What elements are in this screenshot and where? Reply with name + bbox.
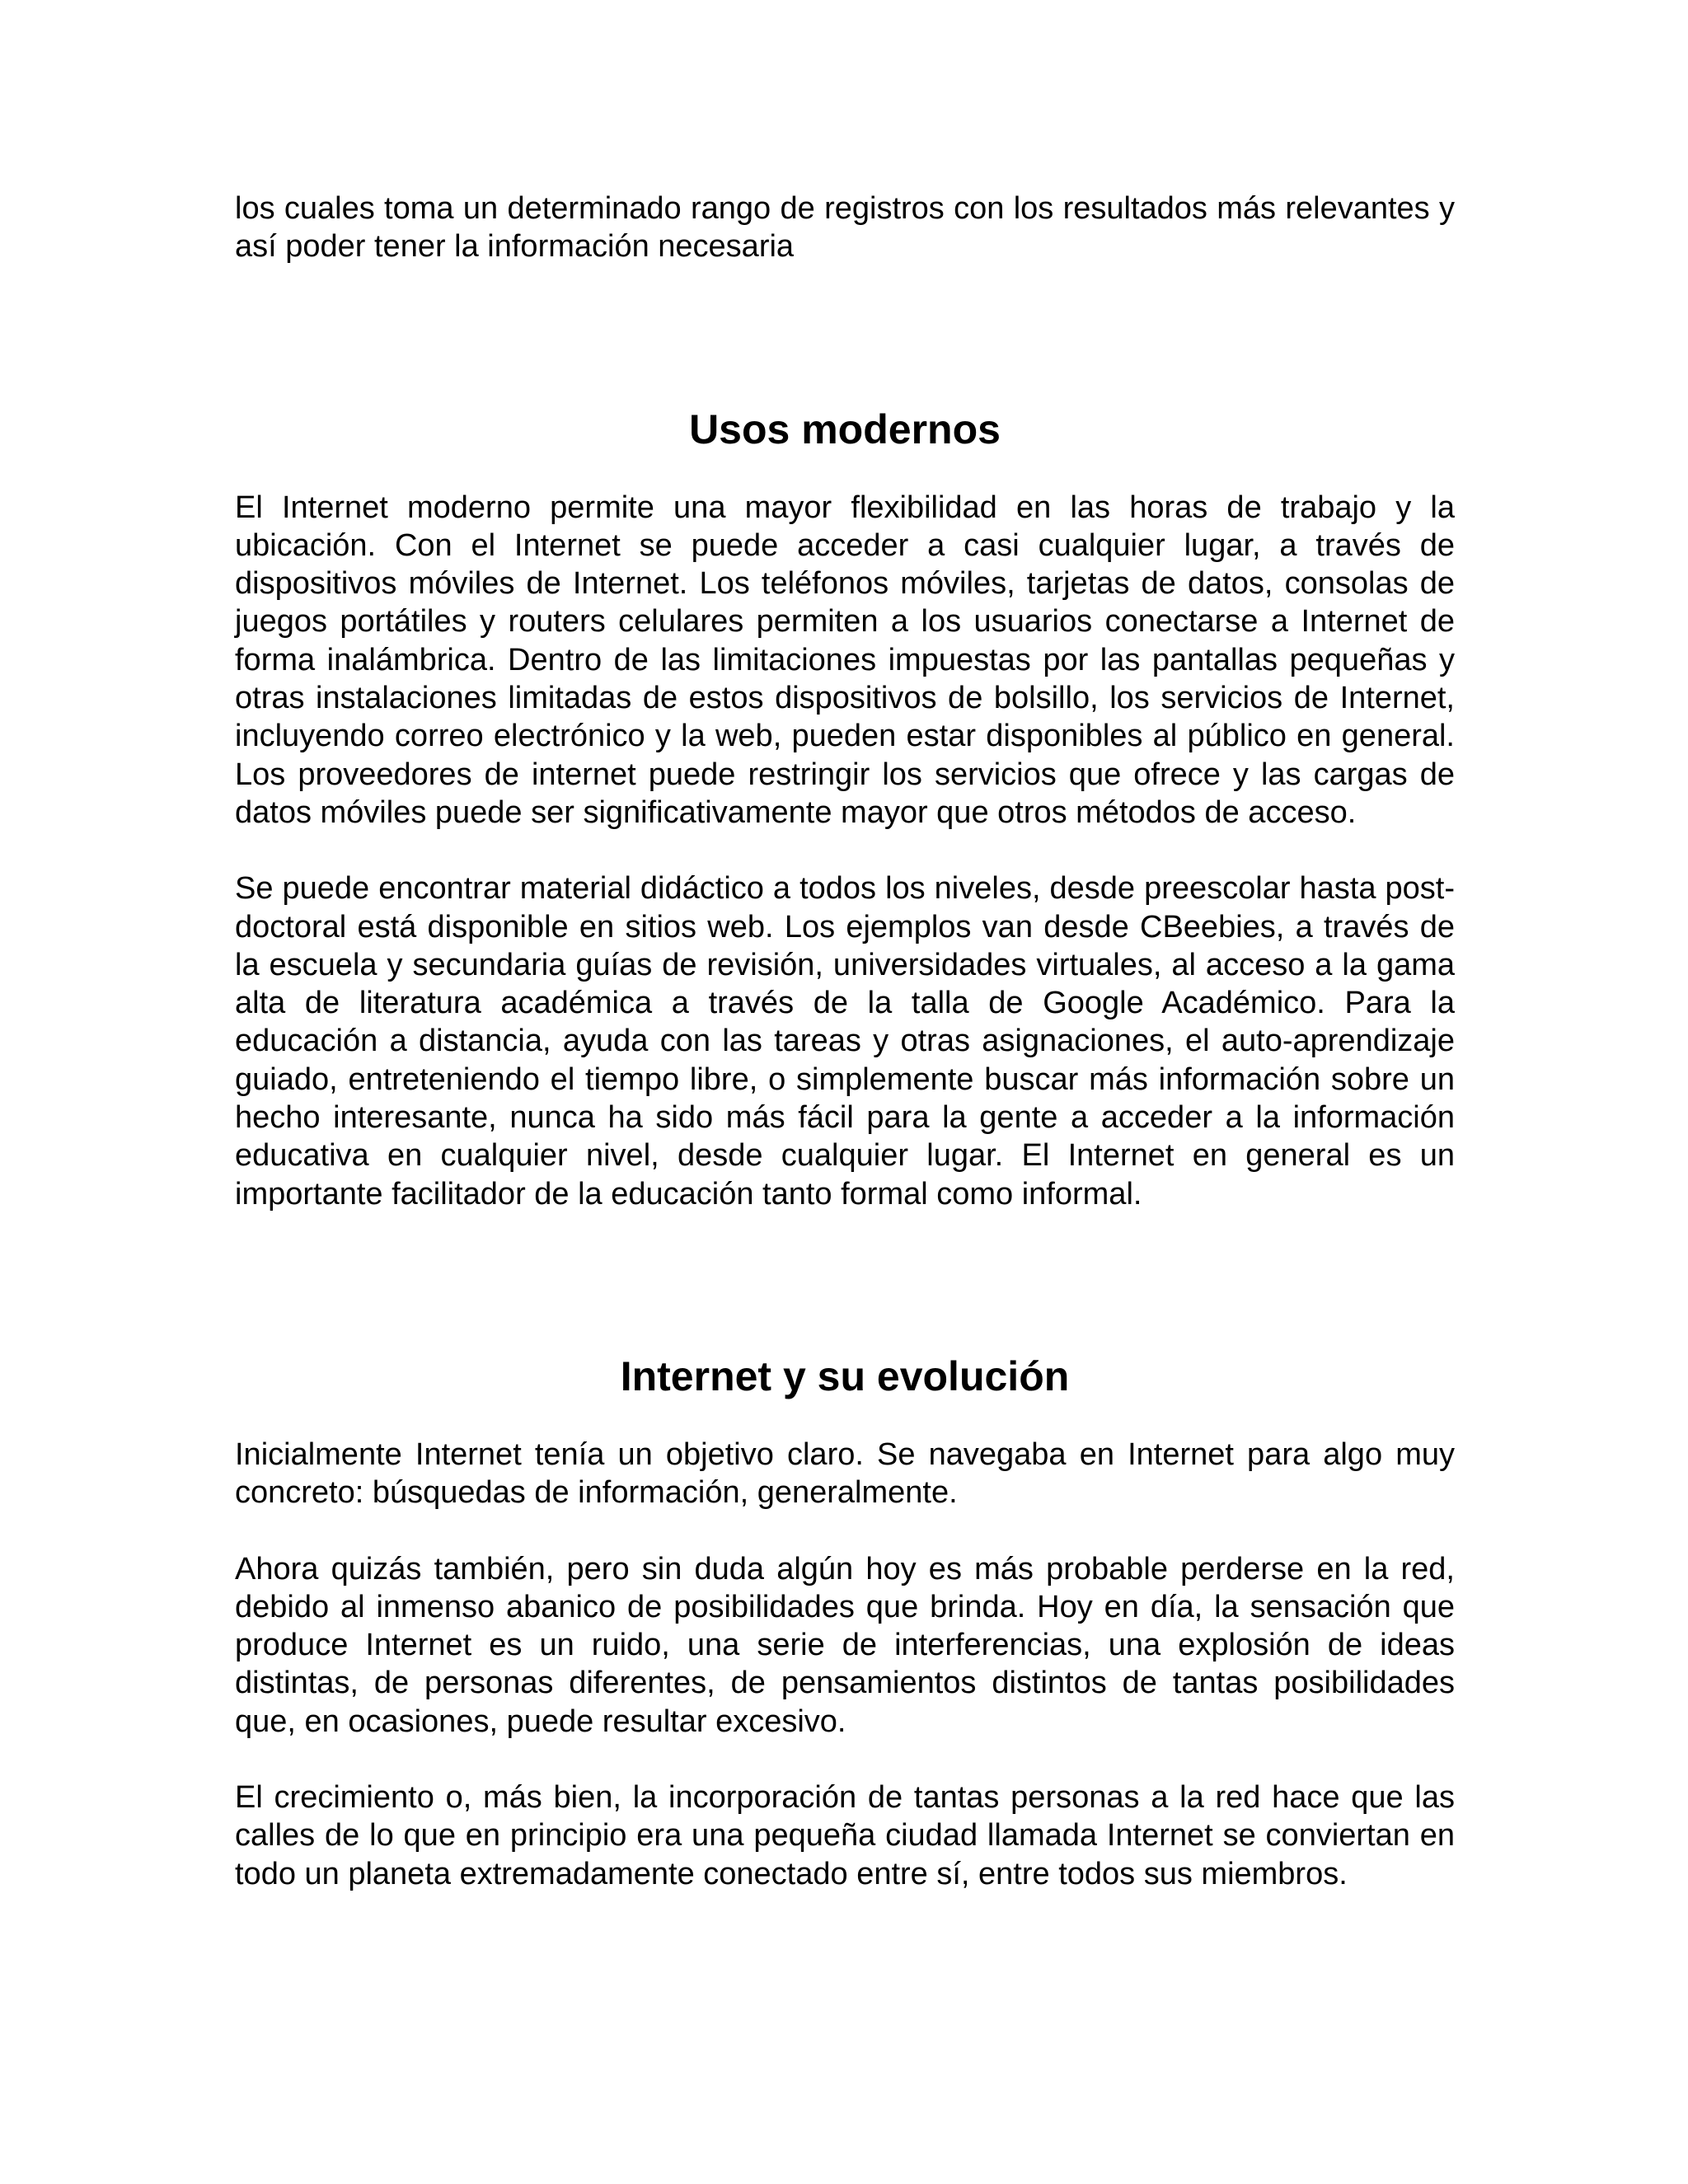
paragraph-internet-evolucion-2: Ahora quizás también, pero sin duda algún hoy es más probable perderse en la red, debido al inmenso abanico de posibilidades que brinda. Hoy en día, la sensación que produce Internet es un ruido, una serie de interferencias, una explosión de ideas distintas, de personas diferentes, de pensamientos distintos de tantas posibilidades que, en ocasiones, puede resultar excesivo. — [235, 1551, 1455, 1739]
paragraph-usos-modernos-2: Se puede encontrar material didáctico a todos los niveles, desde preescolar hasta post-doctoral está disponible en sitios web. Los ejemplos van desde CBeebies, a través de la escuela y secundaria guías de revisión, universidades virtuales, al acceso a la gama alta de literatura académica a través de la talla de Google Académico. Para la educación a distancia, ayuda con las tareas y otras asignaciones, el auto-aprendizaje guiado, entreteniendo el tiempo libre, o simplemente buscar más información sobre un hecho interesante, nunca ha sido más fácil para la gente a acceder a la información educativa en cualquier nivel, desde cualquier lugar. El Internet en general es un importante facilitador de la educación tanto formal como informal. — [235, 871, 1455, 1212]
paragraph-internet-evolucion-1: Inicialmente Internet tenía un objetivo claro. Se navegaba en Internet para algo muy concreto: búsquedas de información, generalmente. — [235, 1436, 1455, 1511]
paragraph-usos-modernos-1: El Internet moderno permite una mayor flexibilidad en las horas de trabajo y la ubicación. Con el Internet se puede acceder a casi cualquier lugar, a través de dispositivos móviles de Internet. Los teléfonos móviles, tarjetas de datos, consolas de juegos portátiles y routers celulares permiten a los usuarios conectarse a Internet de forma inalámbrica. Dentro de las limitaciones impuestas por las pantallas pequeñas y otras instalaciones limitadas de estos dispositivos de bolsillo, los servicios de Internet, incluyendo correo electrónico y la web, pueden estar disponibles al público en general. Los proveedores de internet puede restringir los servicios que ofrece y las cargas de datos móviles puede ser significativamente mayor que otros métodos de acceso. — [235, 490, 1455, 830]
section-heading-internet-evolucion: Internet y su evolución — [620, 1352, 1070, 1399]
section-heading-usos-modernos: Usos modernos — [689, 405, 1001, 452]
document-page — [235, 190, 1455, 1893]
paragraph-internet-evolucion-3: El crecimiento o, más bien, la incorporación de tantas personas a la red hace que las calles de lo que en principio era una pequeña ciudad llamada Internet se conviertan en todo un planeta extremadamente conectado entre sí, entre todos sus miembros. — [235, 1780, 1455, 1891]
intro-paragraph: los cuales toma un determinado rango de registros con los resultados más relevantes y así poder tener la información necesaria — [235, 191, 1455, 265]
